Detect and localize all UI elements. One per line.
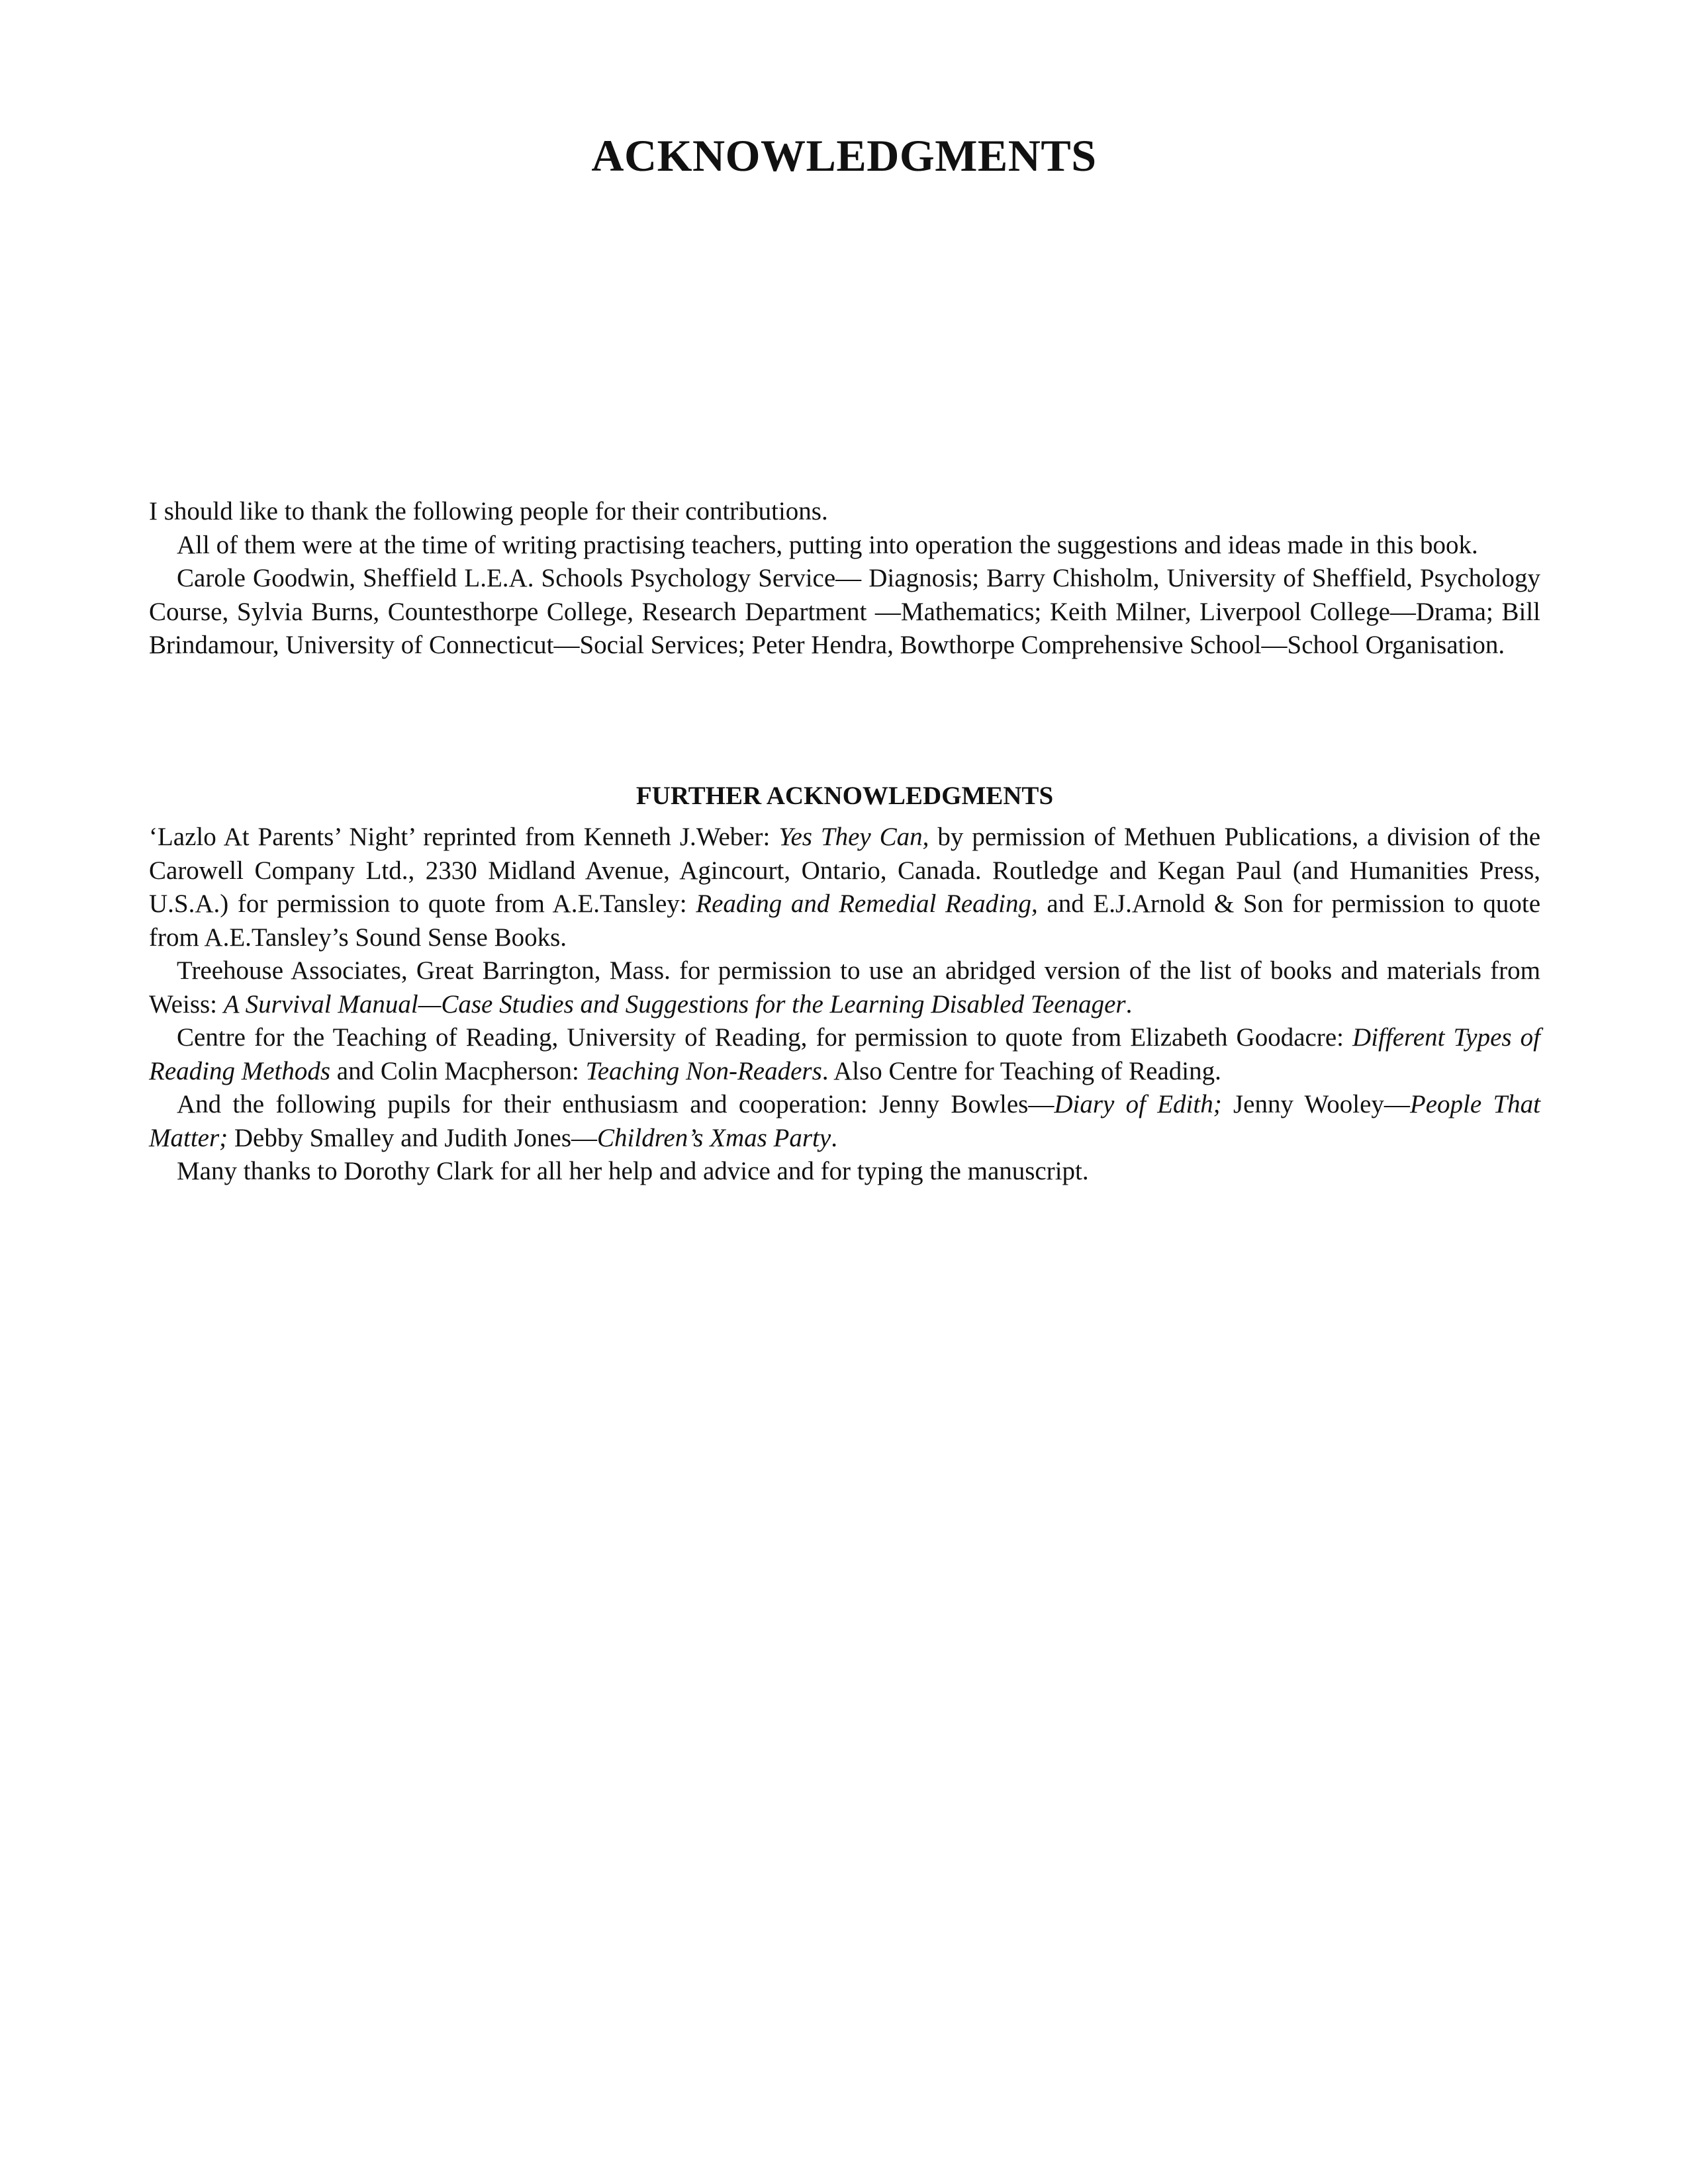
further-paragraph-2 [149,954,1540,1021]
text-run: ‘Lazlo At Parents’ Night’ reprinted from Kenneth J.Weber: [149,823,779,851]
book-title: Diary of Edith; [1054,1090,1222,1118]
book-title: A Survival Manual—Case Studies and Suggestions for the Learning Disabled Teenager [223,989,1126,1019]
text-run: . [1125,989,1133,1019]
text-run: Debby Smalley and Judith Jones— [228,1123,598,1152]
book-title: Teaching Non-Readers [585,1056,822,1085]
book-title: Yes They Can, [778,823,929,851]
text-run: and E.J.Arnold & Son for permission to quote from A.E.Tansley’s Sound Sense Books. [149,889,1541,952]
text-run: Jenny Wooley— [1221,1090,1410,1118]
section-heading: FURTHER ACKNOWLEDGMENTS [635,782,1054,810]
book-title: People That Matter; [149,1090,1540,1152]
further-paragraph-5: Many thanks to Dorothy Clark for all her help and advice and for typing the manuscript. [177,1157,1089,1185]
intro-paragraph-1: I should like to thank the following people for their contributions. [149,497,828,525]
further-paragraph-3 [149,1021,1540,1088]
further-acknowledgments-section [149,780,1540,1189]
book-title: Children’s Xmas Party [597,1123,831,1152]
page-title: ACKNOWLEDGMENTS [591,130,1097,181]
book-title: Reading and Remedial Reading, [696,889,1038,918]
further-paragraph-1 [149,821,1540,954]
intro-paragraph-2: All of them were at the time of writing practising teachers, putting into operation the suggestions and ideas made in this book. [177,530,1478,559]
text-run: Treehouse Associates, Great Barrington, Mass. for permission to use an abridged version of the list of books and materials from Weiss: [149,956,1540,1019]
text-run: and Colin Macpherson: [330,1056,586,1085]
text-run: And the following pupils for their enthusiasm and cooperation: Jenny Bowles— [177,1090,1055,1118]
book-title: Different Types of Reading Methods [149,1023,1540,1085]
intro-section [149,495,1540,662]
further-paragraph-4 [149,1088,1540,1155]
text-run: . Also Centre for Teaching of Reading. [821,1056,1221,1085]
text-run: Centre for the Teaching of Reading, University of Reading, for permission to quote from Elizabeth Goodacre: [177,1023,1353,1052]
intro-paragraph-3: Carole Goodwin, Sheffield L.E.A. Schools Psychology Service— Diagnosis; Barry Chisholm, University of Sheffield, Psychology Course, Sylvia Burns, Countesthorpe College, Research Department —Mathematics; Keith Milner, Liverpool College—Drama; Bill Brindamour, University of Connecticut—Social Services; Peter Hendra, Bowthorpe Comprehensive School—School Organisation. [149,564,1540,659]
text-run: by permission of Methuen Publications, a division of the Carowell Company Ltd., 2330 Midland Avenue, Agincourt, Ontario, Canada. Routledge and Kegan Paul (and Humanities Press, U.S.A.) for permission to quote from A.E.Tansley: [149,823,1541,918]
text-run: . [831,1123,837,1152]
